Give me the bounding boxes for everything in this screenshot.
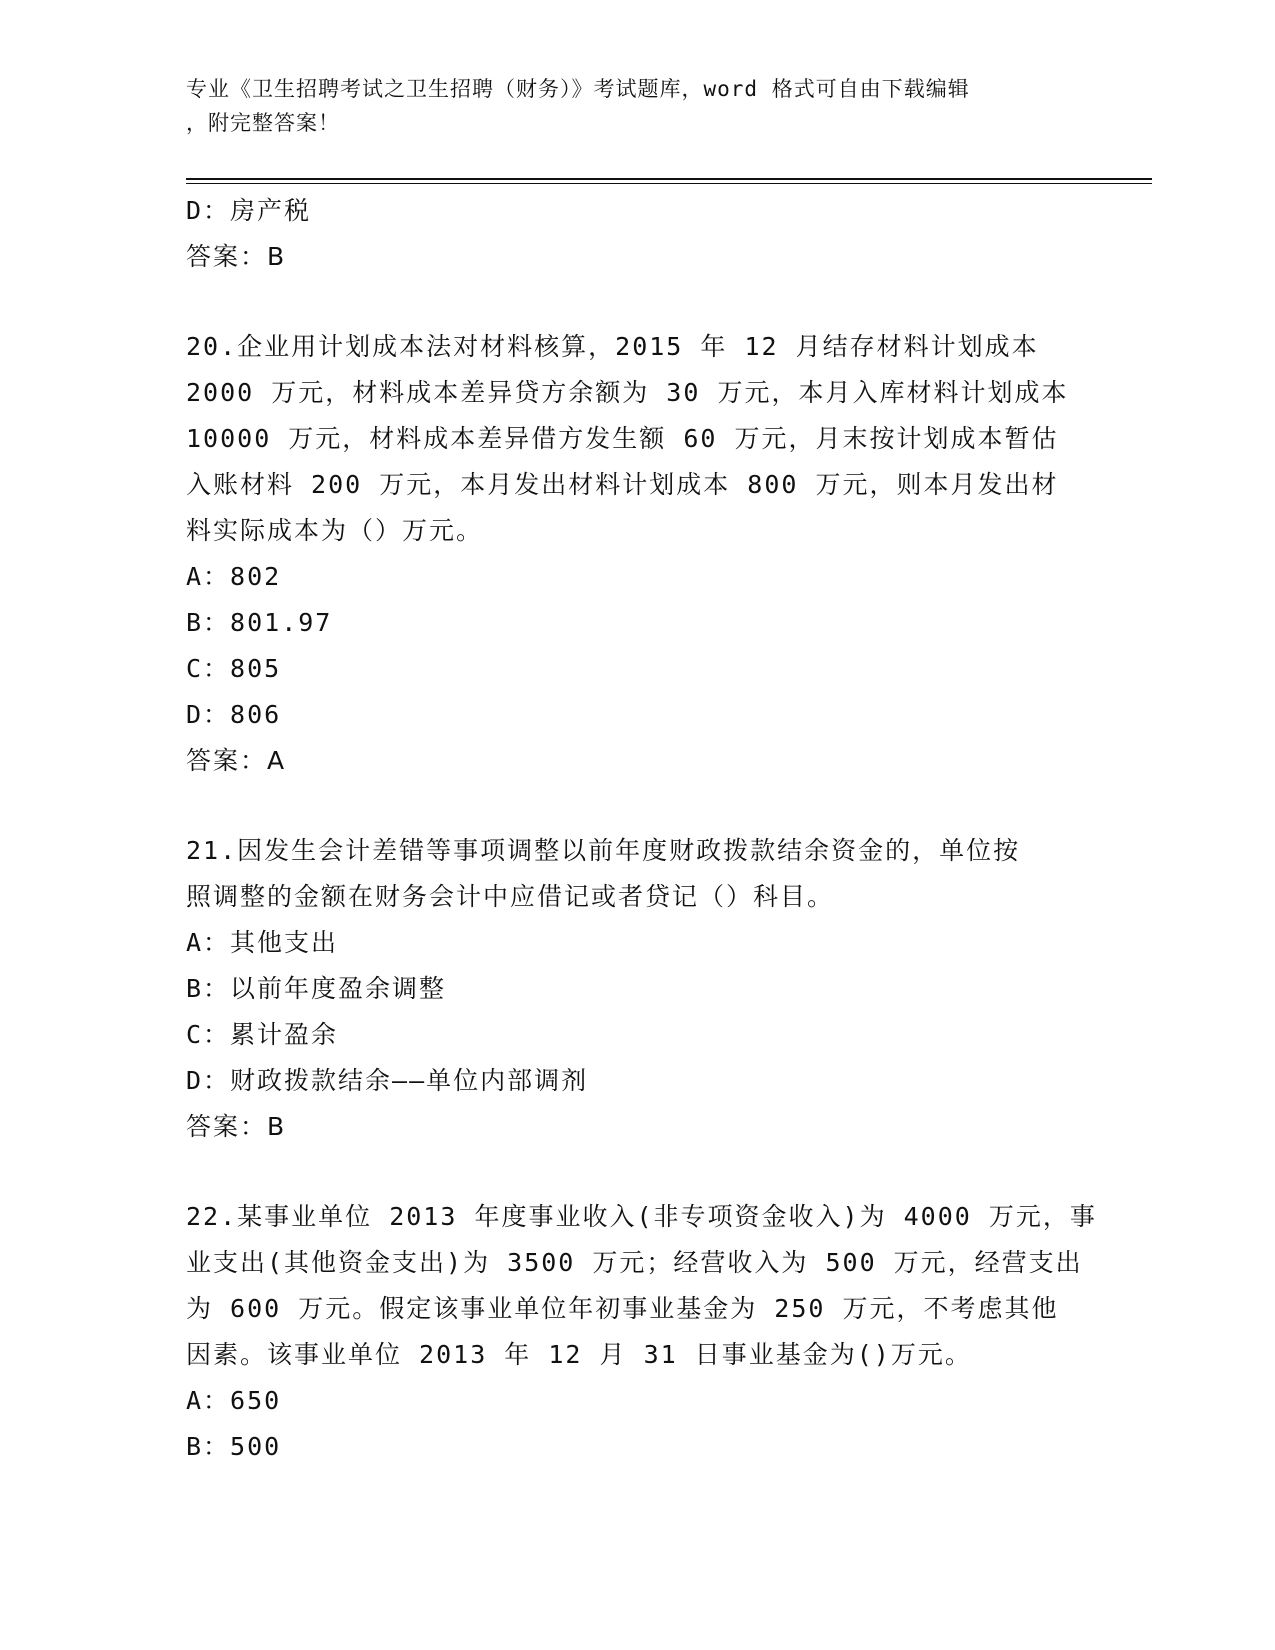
answer: 答案：B (186, 242, 287, 271)
option-d: D：财政拨款结余——单位内部调剂 (186, 1066, 589, 1095)
option-a: A：650 (186, 1386, 282, 1415)
question-20 (186, 324, 1086, 784)
answer: 答案：B (186, 1112, 287, 1141)
question-22 (186, 1194, 1097, 1470)
option-c: C：805 (186, 654, 282, 683)
option-d: D：房产税 (186, 196, 312, 225)
stem-line: 22.某事业单位 2013 年度事业收入(非专项资金收入)为 4000 万元，事 (186, 1202, 1097, 1231)
spacer (186, 1150, 1086, 1194)
stem-line: 因素。该事业单位 2013 年 12 月 31 日事业基金为()万元。 (186, 1340, 972, 1369)
option-a: A：其他支出 (186, 928, 339, 957)
option-a: A：802 (186, 562, 282, 591)
spacer (186, 784, 1086, 828)
stem-line: 10000 万元，材料成本差异借方发生额 60 万元，月末按计划成本暂估 (186, 424, 1059, 453)
stem-line: 业支出(其他资金支出)为 3500 万元；经营收入为 500 万元，经营支出 (186, 1248, 1083, 1277)
option-d: D：806 (186, 700, 282, 729)
option-c: C：累计盈余 (186, 1020, 339, 1049)
header-line-1: 专业《卫生招聘考试之卫生招聘（财务）》考试题库，word 格式可自由下载编辑 (186, 77, 970, 101)
question-stem (186, 828, 1086, 920)
previous-question-tail (186, 188, 1086, 280)
header-rule-thin (186, 183, 1152, 184)
stem-line: 照调整的金额在财务会计中应借记或者贷记（）科目。 (186, 882, 835, 911)
header-line-2: ，附完整答案！ (186, 111, 340, 135)
spacer (186, 280, 1086, 324)
option-b: B：500 (186, 1432, 282, 1461)
question-21 (186, 828, 1086, 1150)
stem-line: 20.企业用计划成本法对材料核算，2015 年 12 月结存材料计划成本 (186, 332, 1039, 361)
stem-line: 入账材料 200 万元，本月发出材料计划成本 800 万元，则本月发出材 (186, 470, 1059, 499)
question-list (186, 188, 1097, 1470)
stem-line: 为 600 万元。假定该事业单位年初事业基金为 250 万元，不考虑其他 (186, 1294, 1059, 1323)
page-header (186, 72, 1086, 140)
header-rule-thick (186, 178, 1152, 180)
option-b: B：801.97 (186, 608, 333, 637)
question-stem (186, 1194, 1097, 1378)
question-stem (186, 324, 1086, 554)
option-b: B：以前年度盈余调整 (186, 974, 447, 1003)
stem-line: 料实际成本为（）万元。 (186, 516, 484, 545)
stem-line: 2000 万元，材料成本差异贷方余额为 30 万元，本月入库材料计划成本 (186, 378, 1069, 407)
stem-line: 21.因发生会计差错等事项调整以前年度财政拨款结余资金的，单位按 (186, 836, 1021, 865)
answer: 答案：A (186, 746, 287, 775)
